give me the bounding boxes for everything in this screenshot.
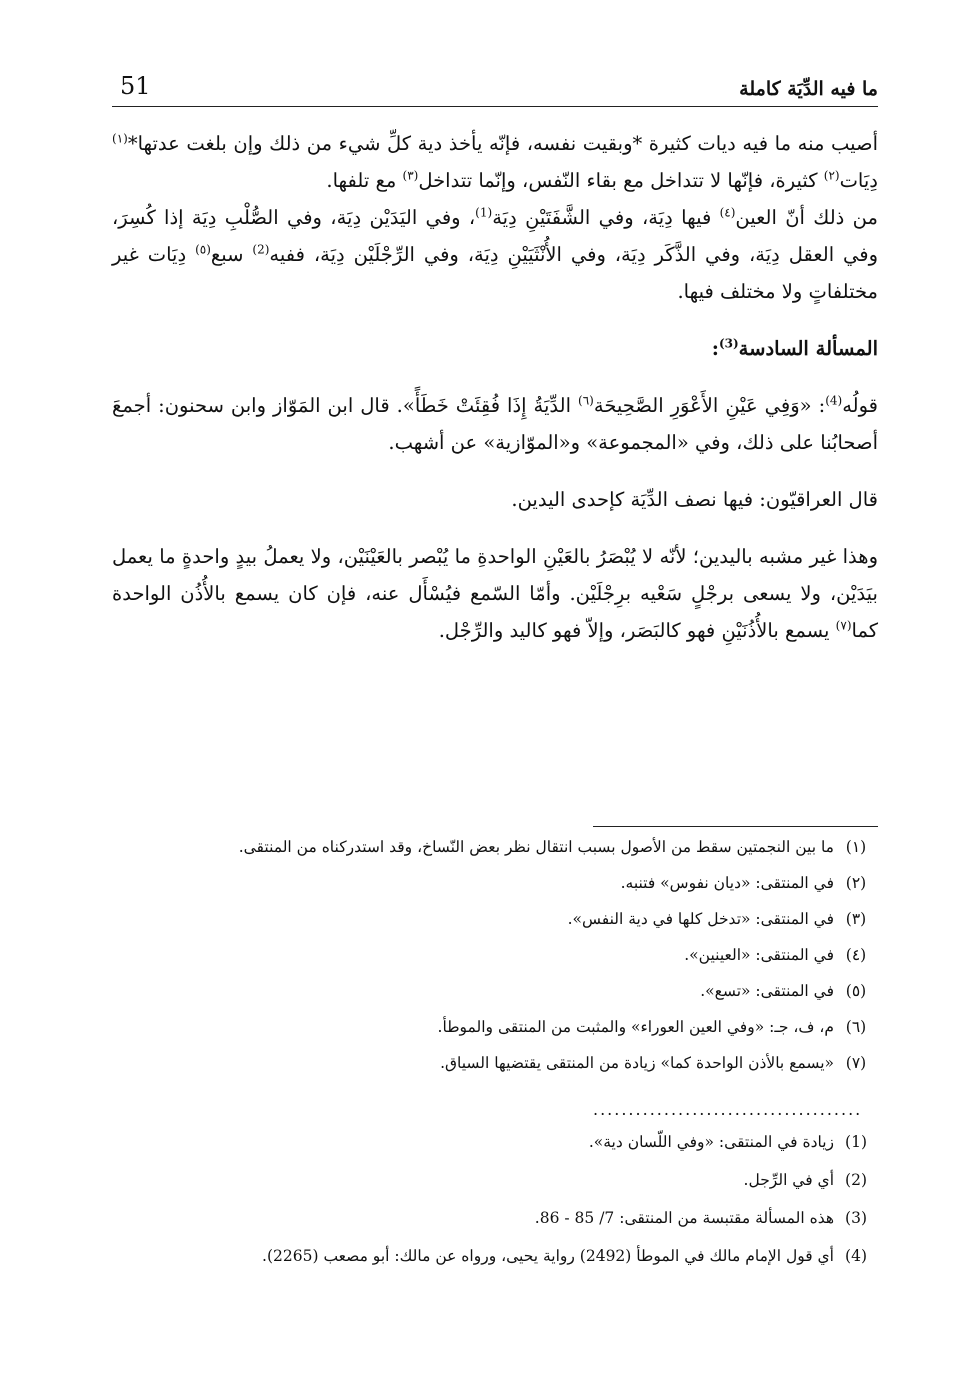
footnote-ref: (1) [475,205,493,220]
footnote-text: في المنتقى: «تسع». [700,982,834,1000]
footnote-text: في المنتقى: «ديان نفوس» فتنبه. [620,874,834,892]
page-header [112,66,878,107]
footnote-ref: (٥) [195,242,211,257]
footnote-text: أي قول الإمام مالك في الموطأ (2492) رواية يحيى، ورواه عن مالك: أبو مصعب (2265). [262,1247,834,1265]
text-span: مع تلفها. [326,169,403,192]
footnote-number: (4) [845,1247,867,1265]
footnote-item [112,946,878,982]
text-span: من ذلك أنّ العين [735,206,878,229]
footnote-text: م، ف، جـ: «وفي العين العوراء» والمثبت من المنتقى والموطأ. [437,1018,834,1036]
footnote-ref: (2) [252,242,270,257]
footnote-text: زيادة في المنتقى: «وفي اللّسان دية». [588,1133,834,1151]
footnote-item [112,1018,878,1054]
page-number: 51 [120,72,151,100]
text-span: دِيَات غير مختلفاتٍ ولا مختلف فيها. [112,243,878,303]
footnote-item [112,838,878,874]
text-span: أصيب منه ما فيه ديات كثيرة *وبقيت نفسه، فإنّه يأخذ دية كلِّ شيء من ذلك وإن بلغت عدتها* [127,132,878,155]
text-span: الدِّيَةُ إِذَا فُقِئَتْ خَطَأً». قال ابن المَوّاز وابن سحنون: أجمعَ أصحابُنا على ذلك، وفي «المجموعة» و«الموّازية» عن أشهب. [112,394,878,454]
text-span: سبع [210,243,253,266]
footnote-ref: (١) [112,131,128,146]
footnotes-editor [112,838,878,1090]
footnote-text: أي في الرِّجل. [743,1171,834,1189]
footnote-ref: (٤) [719,205,736,220]
footnote-text: في المنتقى: «تدخل كلها في دية النفس». [567,910,834,928]
footnote-ref: (٢) [823,168,840,183]
paragraph-5 [112,538,878,649]
text-span: فيها دِيَة، وفي الشَّفَتَيْنِ دِيَة [492,206,720,229]
paragraph-1 [112,125,878,199]
footnote-item [112,1209,878,1247]
footnote-ref: (٦) [578,393,594,408]
section-heading [112,330,878,367]
footnote-text: «يسمع بالأذن الواحدة كما» زيادة من المنتقى يقتضيها السياق. [440,1054,834,1072]
footnote-number: (2) [845,1171,867,1189]
footnote-item [112,982,878,1018]
paragraph-3 [112,387,878,461]
footnote-separator-line [593,826,878,827]
footnote-item [112,1171,878,1209]
paragraph-4 [112,481,878,518]
footnote-text: هذه المسألة مقتبسة من المنتقى: 7/ 85 - 86. [534,1209,834,1227]
footnote-dotted-separator: ...................................... [593,1100,863,1119]
footnote-ref: (٣) [402,168,419,183]
footnote-number: (٤) [845,946,867,964]
footnote-ref: (3) [718,336,739,351]
text-span: دِيَات [839,169,878,192]
running-title: ما فيه الدِّيَة كاملة [739,78,878,100]
footnote-number: (١) [845,838,867,856]
footnote-ref: (٧) [835,618,852,633]
text-span: قولُه [842,394,878,417]
footnote-text: في المنتقى: «العينين». [684,946,834,964]
main-text [112,125,878,649]
footnote-item [112,1247,878,1285]
text-span: : «وَفِي عَيْنِ الأَعْوَرِ الصَّحِيحَة [593,394,826,417]
footnote-item [112,874,878,910]
footnote-number: (٧) [845,1054,867,1072]
footnote-item [112,910,878,946]
footnote-number: (1) [845,1133,867,1151]
text-span: يسمع بالأُذُنَيْنِ فهو كالبَصَر، وإلاّ فهو كاليد والرِّجْل. [438,619,836,642]
text-span: وهذا غير مشبه باليدين؛ لأنّه لا يُبْصَرُ بالعَيْنِ الواحدةِ ما يُبْصر بالعَيْنَيْن، ولا يعملُ بيدٍ واحدةٍ ما يعمل بيَدَيْن، ولا يسعى برجْلٍ سَعْيه برِجْلَيْن. وأمّا السّمع فيُسْأَل عنه، فإن كان يسمع بالأُذُن الواحدة كما [112,545,878,642]
footnote-item [112,1133,878,1171]
paragraph-2 [112,199,878,310]
footnote-ref: (4) [825,393,843,408]
footnote-number: (٣) [845,910,867,928]
footnote-item [112,1054,878,1090]
footnotes-author [112,1133,878,1285]
text-span: ، وفي اليَدَيْن دِيَة، وفي الصُّلْبِ دِيَة إذا كُسِرَ، وفي العقل دِيَة، وفي الذَّكَر دِيَة، وفي الأُنْثَيَيْنِ دِيَة، وفي الرِّجْلَيْن دِيَة، ففيه [112,206,878,266]
footnote-number: (٢) [845,874,867,892]
footnote-number: (٦) [845,1018,867,1036]
text-span: كثيرة، فإنّها لا تتداخل مع بقاء النّفس، وإنّما تتداخل [418,169,824,192]
footnote-number: (٥) [845,982,867,1000]
heading-colon: : [711,337,719,360]
heading-text: المسألة السادسة [738,337,878,360]
footnote-text: ما بين النجمتين سقط من الأصول بسبب انتقال نظر بعض النّساخ، وقد استدركناه من المنتقى. [238,838,834,856]
footnote-number: (3) [845,1209,867,1227]
text-span: قال العراقيّون: فيها نصف الدِّيَة كإحدى اليدين. [511,488,878,511]
